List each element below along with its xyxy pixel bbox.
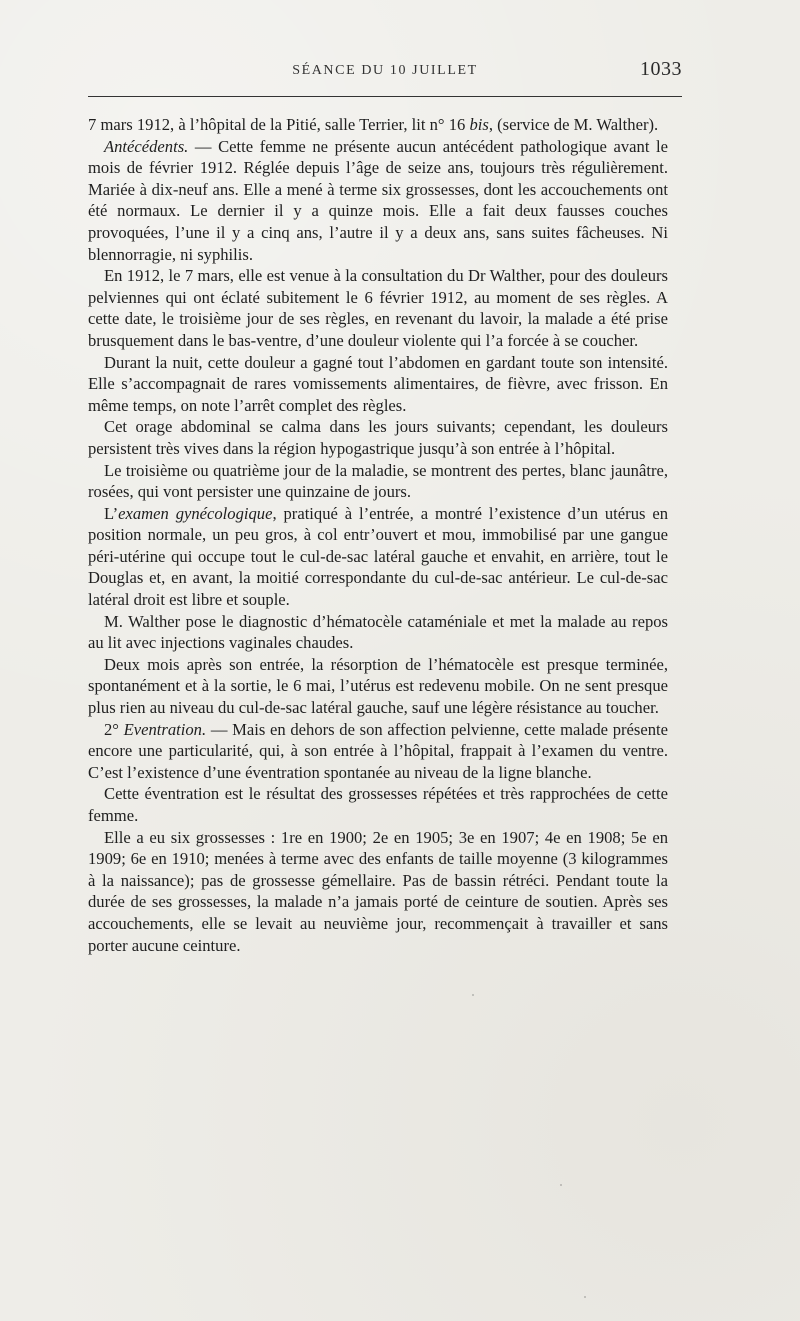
paper-speck bbox=[560, 1184, 562, 1186]
text-run: M. Walther pose le diagnostic d’hématocèle cataméniale et met la malade au repos au lit avec injections vaginales chaudes. bbox=[88, 611, 668, 653]
paper-speck bbox=[472, 994, 474, 996]
text-run: — Mais en dehors de son affection pelvienne, cette malade présente encore une particularité, qui, à son entrée à l’hôpital, frappait à l’examen du ventre. C’est l’existence d’une éventration spontanée au niveau de la ligne blanche. bbox=[88, 719, 668, 782]
text-run: Elle a eu six grossesses : 1re en 1900; 2e en 1905; 3e en 1907; 4e en 1908; 5e en 1909; 6e en 1910; menées à terme avec des enfants de taille moyenne (3 kilogrammes à la naissance); pas de grossesse gémellaire. Pas de bassin rétréci. Pendant toute la durée de ses grossesses, la malade n’a jamais porté de ceinture de soutien. Après ses accouchements, elle se levait au neuvième jour, recommençait à travailler et sans porter aucune ceinture. bbox=[88, 827, 668, 955]
paper-speck bbox=[584, 1296, 586, 1298]
italic-text: examen gynécologique bbox=[118, 503, 273, 523]
italic-text: bis bbox=[469, 115, 489, 134]
running-header-title: SÉANCE DU 10 JUILLET bbox=[292, 63, 478, 78]
italic-text: Antécédents. bbox=[104, 136, 189, 156]
paragraph bbox=[88, 654, 668, 719]
text-run: 2° bbox=[104, 719, 124, 739]
paragraph bbox=[88, 719, 668, 784]
text-run: L’ bbox=[104, 503, 119, 523]
paragraph bbox=[88, 352, 668, 417]
paragraph bbox=[88, 460, 668, 503]
text-run: Cette éventration est le résultat des grossesses répétées et très rapprochées de cette femme. bbox=[88, 784, 668, 825]
header-rule bbox=[88, 96, 682, 97]
page-number: 1033 bbox=[640, 58, 682, 80]
paragraph bbox=[88, 416, 668, 459]
paragraph bbox=[88, 827, 668, 957]
text-run: — Cette femme ne présente aucun antécédent pathologique avant le mois de février 1912. Réglée depuis l’âge de seize ans, toujours très régulièrement. Mariée à dix-neuf ans. Elle a mené à terme six grossesses, dont les accouchements ont été normaux. Le dernier il y a quinze mois. Elle a fait deux fausses couches provoquées, l’une il y a cinq ans, l’autre il y a deux ans, sans suites fâcheuses. Ni blennorragie, ni syphilis. bbox=[88, 136, 668, 264]
running-header bbox=[88, 58, 682, 88]
paragraph bbox=[88, 783, 668, 826]
text-run: En 1912, le 7 mars, elle est venue à la consultation du Dr Walther, pour des douleurs pelviennes qui ont éclaté subitement le 6 février 1912, au moment de ses règles. A cette date, le troisième jour de ses règles, en revenant du lavoir, la malade a été prise brusquement dans le bas-ventre, d’une douleur violente qui l’a forcée à se coucher. bbox=[88, 266, 668, 350]
text-run: 7 mars 1912, à l’hôpital de la Pitié, salle Terrier, lit n° 16 bbox=[88, 115, 470, 134]
text-run: Durant la nuit, cette douleur a gagné tout l’abdomen en gardant toute son intensité. Elle s’accompagnait de rares vomissements alimentaires, de fièvre, avec frisson. En même temps, on note l’arrêt complet des règles. bbox=[88, 352, 668, 415]
paragraph bbox=[88, 114, 668, 136]
text-run: Deux mois après son entrée, la résorption de l’hématocèle est presque terminée, spontanément et à la sortie, le 6 mai, l’utérus est redevenu mobile. On ne sent presque plus rien au niveau du cul-de-sac latéral gauche, sauf une légère résistance au toucher. bbox=[88, 654, 668, 718]
text-run: , (service de M. Walther). bbox=[488, 115, 659, 134]
paragraph bbox=[88, 611, 668, 654]
italic-text: Eventration. bbox=[123, 719, 207, 739]
paragraph bbox=[88, 503, 668, 611]
body-text bbox=[88, 114, 668, 956]
paragraph bbox=[88, 265, 668, 351]
text-run: Le troisième ou quatrième jour de la maladie, se montrent des pertes, blanc jaunâtre, rosées, qui vont persister une quinzaine de jours. bbox=[88, 460, 668, 502]
text-run: Cet orage abdominal se calma dans les jours suivants; cependant, les douleurs persistent très vives dans la région hypogastrique jusqu’à son entrée à l’hôpital. bbox=[88, 417, 668, 458]
text-run: , pratiqué à l’entrée, a montré l’existence d’un utérus en position normale, un peu gros, à col entr’ouvert et mou, immobilisé par une gangue péri-utérine qui occupe tout le cul-de-sac latéral gauche et envahit, en arrière, tout le Douglas et, en avant, la moitié correspondante du cul-de-sac antérieur. Le cul-de-sac latéral droit est libre et souple. bbox=[88, 503, 668, 610]
paragraph bbox=[88, 136, 668, 266]
